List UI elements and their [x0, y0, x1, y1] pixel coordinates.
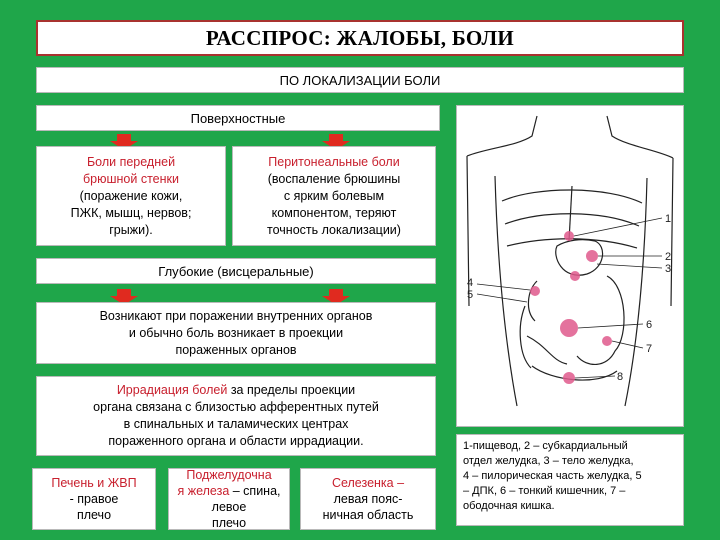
peritoneal-desc-4: точность локализации)	[267, 222, 401, 237]
organ-name: Печень и ЖВП	[51, 476, 137, 490]
deep-heading	[36, 258, 436, 284]
figure-label-1: 1	[665, 213, 672, 225]
legend-line-2: отдел желудка, 3 – тело желудка,	[463, 455, 634, 467]
organ-marker	[563, 372, 575, 384]
abdominal-wall-desc-3: грыжи).	[109, 222, 153, 237]
page-title	[36, 20, 684, 56]
irradiation-line-1-rest: за пределы проекции	[227, 383, 356, 397]
liver-irradiation-card	[32, 468, 156, 530]
irradiation-line-4: пораженного органа и области иррадиации.	[108, 434, 364, 448]
organ-desc-1: левая пояс-	[333, 492, 403, 506]
organ-marker	[530, 286, 540, 296]
shoulder-outline	[467, 116, 673, 158]
visceral-line-3: пораженных органов	[175, 342, 297, 357]
legend-line-5: ободочная кишка.	[463, 500, 555, 512]
visceral-line-1: Возникают при поражении внутренних органов	[99, 308, 373, 323]
peritoneal-desc-1: (воспаление брюшины	[267, 171, 401, 186]
organ-desc-1: – спина, левое	[211, 484, 281, 514]
figure-label-2: 2	[665, 251, 672, 263]
organ-name-line-2	[169, 483, 289, 515]
colon-outline	[577, 276, 624, 364]
irradiation-line-2: органа связана с близостью афферентных путей	[93, 400, 379, 414]
figure-legend	[456, 434, 684, 526]
figure-label-4: 4	[467, 277, 474, 289]
torso-illustration	[457, 106, 683, 426]
organ-marker	[602, 336, 612, 346]
abdominal-wall-title-1: Боли передней	[86, 154, 176, 169]
surface-heading-text: Поверхностные	[190, 110, 286, 126]
organ-marker	[564, 231, 574, 241]
visceral-pain-card	[36, 302, 436, 364]
visceral-line-2: и обычно боль возникает в проекции	[128, 325, 344, 340]
peritoneal-desc-2: с ярким болевым	[283, 188, 385, 203]
abdominal-wall-pain-card	[36, 146, 226, 246]
figure-label-6: 6	[646, 319, 653, 331]
organ-desc-2: плечо	[76, 508, 112, 522]
legend-line-3: 4 – пилорическая часть желудка, 5	[463, 470, 642, 482]
abdominal-wall-title-2: брюшной стенки	[83, 171, 179, 186]
figure-label-7: 7	[646, 343, 653, 355]
page-title-text: РАССПРОС: ЖАЛОБЫ, БОЛИ	[205, 25, 515, 50]
legend-line-1: 1-пищевод, 2 – субкардиальный	[463, 440, 628, 452]
figure-label-8: 8	[617, 371, 624, 383]
organ-name-1: Поджелудочна	[186, 468, 272, 482]
organ-desc-1: - правое	[69, 492, 119, 506]
organ-marker	[570, 271, 580, 281]
abdominal-organs-figure	[456, 105, 684, 427]
peritoneal-pain-card	[232, 146, 436, 246]
surface-heading	[36, 105, 440, 131]
subtitle-banner	[36, 67, 684, 93]
organ-marker	[586, 250, 598, 262]
abdominal-wall-desc-1: (поражение кожи,	[79, 188, 183, 203]
organ-name: Селезенка –	[331, 476, 405, 490]
legend-line-4: – ДПК, 6 – тонкий кишечник, 7 –	[463, 485, 626, 497]
organ-marker	[560, 319, 578, 337]
abdominal-wall-desc-2: ПЖК, мышц, нервов;	[70, 205, 192, 220]
peritoneal-title: Перитонеальные боли	[268, 154, 400, 169]
figure-label-5: 5	[467, 289, 474, 301]
spleen-irradiation-card	[300, 468, 436, 530]
irradiation-line-3: в спинальных и таламических центрах	[123, 417, 349, 431]
organ-name-2: я железа	[177, 484, 230, 498]
figure-label-3: 3	[665, 263, 672, 275]
deep-heading-text: Глубокие (висцеральные)	[158, 263, 314, 279]
irradiation-line-1	[117, 382, 355, 399]
subtitle-text: ПО ЛОКАЛИЗАЦИИ БОЛИ	[279, 72, 441, 88]
irradiation-highlight: Иррадиация болей	[116, 383, 228, 397]
organ-desc-2: плечо	[211, 516, 247, 530]
irradiation-card	[36, 376, 436, 456]
peritoneal-desc-3: компонентом, теряют	[271, 205, 397, 220]
organ-desc-2: ничная область	[322, 508, 414, 522]
pancreas-irradiation-card	[168, 468, 290, 530]
